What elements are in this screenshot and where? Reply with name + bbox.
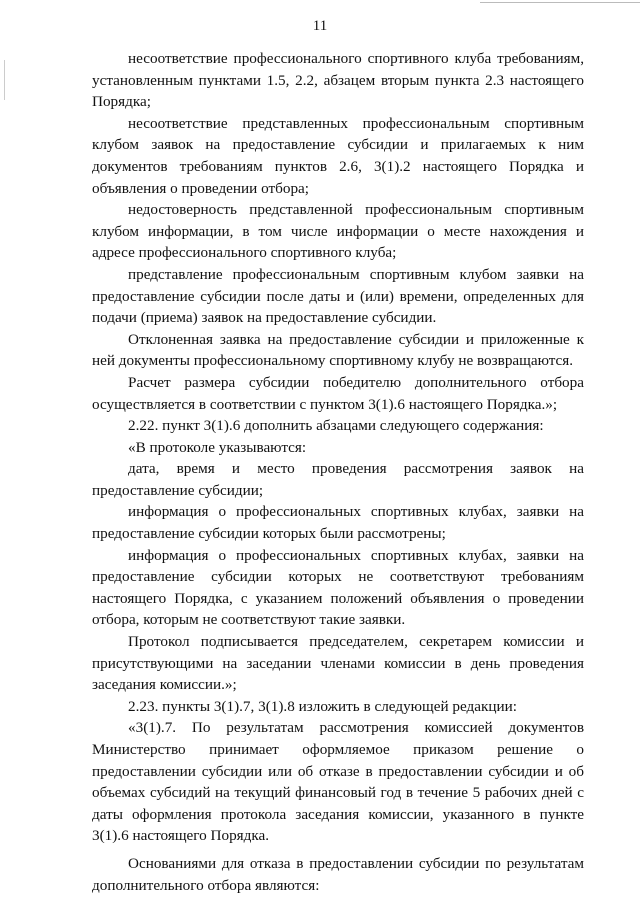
paragraph: «В протоколе указываются: <box>128 438 307 456</box>
paragraph: информация о профессиональных спортивных клубах, заявки на предоставление субсидии которых были рассмотрены; <box>92 503 584 543</box>
paragraph: представление профессиональным спортивным клубом заявки на предоставление субсидии после даты и (или) времени, определенных для подачи (приема) заявок на предоставление субсидии. <box>92 265 584 327</box>
paragraph: 2.22. пункт 3(1).6 дополнить абзацами следующего содержания: <box>128 417 544 435</box>
scan-edge-mark <box>4 60 5 100</box>
paragraph: Расчет размера субсидии победителю дополнительного отбора осуществляется в соответствии с пунктом 3(1).6 настоящего Порядка.»; <box>92 373 584 413</box>
paragraph: несоответствие профессионального спортивного клуба требованиям, установленным пунктами 1.5, 2.2, абзацем вторым пункта 2.3 настоящего Порядка; <box>92 50 584 111</box>
paragraph: недостоверность представленной профессиональным спортивным клубом информации, в том числе информации о месте нахождения и адресе профессионального спортивного клуба; <box>92 201 584 262</box>
paragraph: Протокол подписывается председателем, секретарем комиссии и присутствующими на заседании членами комиссии в день проведения заседания комиссии.»; <box>92 633 584 694</box>
page-number: 11 <box>312 18 328 34</box>
paragraph: дата, время и место проведения рассмотрения заявок на предоставление субсидии; <box>92 460 584 499</box>
scan-edge-mark <box>480 2 640 3</box>
paragraph: несоответствие представленных профессиональным спортивным клубом заявок на предоставление субсидии и прилагаемых к ним документов требованиям пунктов 2.6, 3(1).2 настоящего Порядка и объявления о проведении отбора; <box>92 114 584 197</box>
paragraph: информация о профессиональных спортивных клубах, заявки на предоставление субсидии которых не соответствуют требованиям настоящего Порядка, с указанием положений объявления о проведении отбора, которым не соответствуют такие заявки. <box>92 546 584 629</box>
paragraph: Отклоненная заявка на предоставление субсидии и приложенные к ней документы профессиональному спортивному клубу не возвращаются. <box>92 330 584 370</box>
paragraph: «3(1).7. По результатам рассмотрения комиссией документов Министерство принимает оформляемое приказом решение о предоставлении субсидии или об отказе в предоставлении субсидии и об объемах субсидий на текущий финансовый год в течение 5 рабочих дней с даты оформления протокола заседания комиссии, указанного в пункте 3(1).6 настоящего Порядка. <box>92 719 584 845</box>
paragraph: Основаниями для отказа в предоставлении субсидии по результатам дополнительного отбора являются: <box>92 854 584 894</box>
document-body <box>92 48 584 896</box>
paragraph: 2.23. пункты 3(1).7, 3(1).8 изложить в следующей редакции: <box>128 697 517 715</box>
